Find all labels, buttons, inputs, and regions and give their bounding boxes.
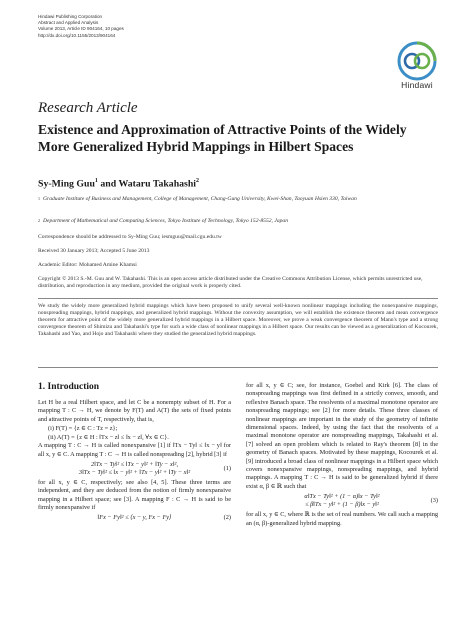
right-column: [246, 382, 438, 529]
paragraph: for all x, y ∈ C, respectively; see also [4, 5]. These three terms are independent, and they are deduced from the notion of firmly nonexpansive mapping in a Hilbert space; see [3]. A mapping F : C → H is said to be firmly nonexpansive if: [38, 478, 231, 512]
equation-line: 2‖Tx − Ty‖² ≤ ‖Tx − y‖² + ‖Ty − x‖²,: [90, 460, 179, 468]
volume-line: Volume 2013, Article ID 904164, 10 pages: [38, 26, 124, 32]
affiliation: [38, 218, 438, 225]
divider: [38, 367, 438, 368]
affiliation-text: Department of Mathematical and Computing Sciences, Tokyo Institute of Technology, Tokyo 152-8552, Japan: [43, 218, 289, 224]
equation-line: α‖Tx − Ty‖² + (1 − α)‖x − Ty‖²: [304, 492, 380, 500]
definition-list: [38, 425, 231, 442]
equation-line: ‖Fx − Fy‖² ≤ ⟨x − y, Fx − Fy⟩: [97, 513, 172, 521]
equation: [38, 514, 231, 522]
author-separator: and: [97, 178, 119, 190]
journal-name: Abstract and Applied Analysis: [38, 20, 99, 26]
author-affiliation-mark: 1: [94, 178, 98, 184]
abstract: We study the widely more generalized hybrid mappings which have been proposed to unify several well-known nonlinear mappings including the nonexpansive mappings, nonspreading mappings, hybrid mappings, and generalized hybrid mappings. Without the convexity assumption, we will establish the existence theorem and mean convergence theorem for attractive point of the widely more generalized hybrid mappings in a Hilbert space. Moreover, we prove a weak convergence theorem of Mann's type and a strong convergence theorem of Shimizu and Takahashi's type for such a wide class of nonlinear mappings in a Hilbert space. Our results can be viewed as a generalization of Kocourek, Takahashi and Yao, and Hojo and Takahashi where they studied the generalized hybrid mappings.: [38, 303, 438, 337]
article-type: Research Article: [38, 100, 138, 116]
publisher-line: Hindawi Publishing Corporation: [38, 14, 103, 19]
journal-header: [38, 14, 338, 39]
paragraph: Let H be a real Hilbert space, and let C be a nonempty subset of H. For a mapping T : C → H, we denote by F(T) and A(T) the sets of fixed points and attractive points of T, respectively, that is,: [38, 399, 231, 423]
equation-line: 3‖Tx − Ty‖² ≤ ‖x − y‖² + ‖Tx − y‖² + ‖Ty − x‖²: [78, 468, 191, 476]
left-column: [38, 399, 231, 524]
equation-number: (1): [223, 464, 231, 472]
hindawi-logo-icon: [396, 40, 438, 82]
paragraph: for all x, y ∈ C, where ℝ is the set of real numbers. We call such a mapping an (α, β)-generalized hybrid mapping.: [246, 511, 438, 527]
equation-line: ≤ β‖Tx − y‖² + (1 − β)‖x − y‖²: [305, 501, 379, 509]
doi-link[interactable]: http://dx.doi.org/10.1155/2013/904164: [38, 32, 116, 38]
correspondence: Correspondence should be addressed to Sy-Ming Guu; iesmguu@mail.cgu.edu.tw: [38, 234, 222, 240]
equation: [246, 493, 438, 510]
copyright-notice: Copyright © 2013 S.-M. Guu and W. Takahashi. This is an open access article distributed under the Creative Commons Attribution License, which permits unrestricted use, distribution, and reproduction in any medium, provided the original work is properly cited.: [38, 276, 423, 289]
logo-wordmark: Hindawi: [401, 80, 433, 90]
received-dates: Received 30 January 2013; Accepted 5 June 2013: [38, 248, 150, 254]
affiliation-text: Graduate Institute of Business and Management, College of Management, Chang-Gung University, Kwei-Shan, Taoyuan Hsien 330, Taiwan: [43, 196, 357, 202]
author-affiliation-mark: 2: [196, 178, 200, 184]
paper-title: Existence and Approximation of Attractive Points of the Widely More Generalized Hybrid Mappings in Hilbert Spaces: [38, 122, 407, 154]
equation-number: (3): [430, 496, 438, 504]
section-heading: 1. Introduction: [38, 382, 100, 392]
definition-item: (ii) A(T) = {z ∈ H : ‖Tx − z‖ ≤ ‖x − z‖, ∀x ∈ C}.: [48, 433, 169, 441]
equation-number: (2): [223, 513, 231, 521]
equation: [38, 461, 231, 478]
definition-item: (i) F(T) = {z ∈ C : Tz = z};: [48, 425, 118, 433]
paragraph: for all x, y ∈ C; see, for instance, Goebel and Kirk [6]. The class of nonspreading mappings was first defined in a strictly convex, smooth, and reflexive Banach space. The resolvents of a maximal monotone operator are nonspreading mappings; see [2] for more details. These three classes of nonlinear mappings are important in the study of the geometry of infinite dimensional spaces. Indeed, by using the fact that the resolvents of a maximal monotone operator are nonspreading mappings, Takahashi et al. [7] solved an open problem which is related to Ray's theorem [8] in the geometry of Banach spaces. Motivated by these mappings, Kocourek et al. [9] introduced a broad class of nonlinear mappings in a Hilbert space which covers nonexpansive mappings, nonspreading mappings, and hybrid mappings. A mapping T : C → H is said to be generalized hybrid if there exist α, β ∈ ℝ such that: [246, 382, 438, 490]
affiliation-number: 1: [38, 196, 40, 201]
affiliation: [38, 196, 438, 203]
paragraph: A mapping T : C → H is called nonexpansive [1] if ‖Tx − Ty‖ ≤ ‖x − y‖ for all x, y ∈ C. A mapping T : C → H is called nonspreading [2], hybrid [3] if: [38, 442, 231, 458]
divider: [38, 298, 438, 299]
affiliation-number: 2: [38, 218, 40, 223]
author-list: [38, 178, 199, 189]
academic-editor: Academic Editor: Mohamed Amine Khamsi: [38, 262, 137, 268]
author-name: Sy-Ming Guu: [38, 178, 95, 190]
author-name: Wataru Takahashi: [118, 178, 197, 190]
